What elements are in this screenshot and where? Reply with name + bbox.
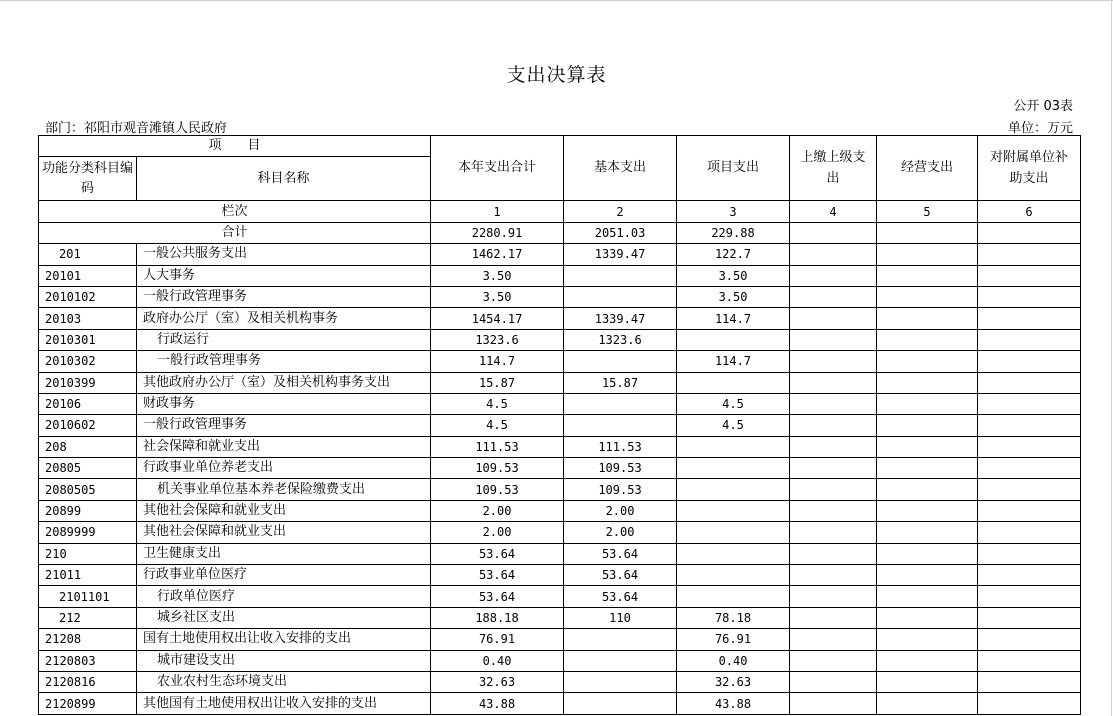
row-subsidy bbox=[978, 479, 1081, 500]
sum-label: 合计 bbox=[39, 222, 431, 243]
row-project bbox=[677, 565, 790, 586]
row-business bbox=[877, 671, 978, 692]
table-row bbox=[39, 565, 1081, 586]
row-total: 32.63 bbox=[431, 671, 564, 692]
table-row bbox=[39, 286, 1081, 307]
table-row bbox=[39, 265, 1081, 286]
row-basic bbox=[564, 286, 677, 307]
row-name: 其他政府办公厅（室）及相关机构事务支出 bbox=[137, 372, 431, 393]
row-total: 0.40 bbox=[431, 650, 564, 671]
row-project bbox=[677, 586, 790, 607]
col-number: 4 bbox=[790, 201, 877, 222]
table-row bbox=[39, 671, 1081, 692]
col-number: 5 bbox=[877, 201, 978, 222]
row-upper bbox=[790, 372, 877, 393]
row-name: 政府办公厅（室）及相关机构事务 bbox=[137, 308, 431, 329]
row-project bbox=[677, 500, 790, 521]
row-total: 109.53 bbox=[431, 479, 564, 500]
row-total: 3.50 bbox=[431, 265, 564, 286]
row-name: 其他社会保障和就业支出 bbox=[137, 500, 431, 521]
table-row bbox=[39, 244, 1081, 265]
table-row bbox=[39, 693, 1081, 714]
row-project bbox=[677, 372, 790, 393]
row-upper bbox=[790, 286, 877, 307]
row-name: 其他国有土地使用权出让收入安排的支出 bbox=[137, 693, 431, 714]
row-code: 2120816 bbox=[39, 671, 137, 692]
row-code: 2010102 bbox=[39, 286, 137, 307]
header-row-1 bbox=[39, 136, 1081, 157]
row-basic: 110 bbox=[564, 607, 677, 628]
row-basic bbox=[564, 265, 677, 286]
row-upper bbox=[790, 479, 877, 500]
row-basic: 53.64 bbox=[564, 565, 677, 586]
row-project: 0.40 bbox=[677, 650, 790, 671]
project-header: 项目支出 bbox=[677, 136, 790, 201]
row-upper bbox=[790, 436, 877, 457]
row-business bbox=[877, 415, 978, 436]
row-business bbox=[877, 607, 978, 628]
row-subsidy bbox=[978, 372, 1081, 393]
row-business bbox=[877, 351, 978, 372]
row-code: 21208 bbox=[39, 629, 137, 650]
row-subsidy bbox=[978, 458, 1081, 479]
row-business bbox=[877, 629, 978, 650]
row-total: 1323.6 bbox=[431, 329, 564, 350]
row-project bbox=[677, 436, 790, 457]
row-project bbox=[677, 543, 790, 564]
subsidy-header: 对附属单位补助支出 bbox=[978, 136, 1081, 201]
row-code: 208 bbox=[39, 436, 137, 457]
table-row bbox=[39, 458, 1081, 479]
row-name: 一般行政管理事务 bbox=[137, 351, 431, 372]
row-business bbox=[877, 458, 978, 479]
row-subsidy bbox=[978, 436, 1081, 457]
row-upper bbox=[790, 458, 877, 479]
row-total: 188.18 bbox=[431, 607, 564, 628]
row-total: 53.64 bbox=[431, 565, 564, 586]
row-total: 109.53 bbox=[431, 458, 564, 479]
row-basic bbox=[564, 693, 677, 714]
row-upper bbox=[790, 500, 877, 521]
row-name: 人大事务 bbox=[137, 265, 431, 286]
table-row bbox=[39, 650, 1081, 671]
row-name: 一般公共服务支出 bbox=[137, 244, 431, 265]
row-subsidy bbox=[978, 693, 1081, 714]
row-subsidy bbox=[978, 500, 1081, 521]
row-project: 76.91 bbox=[677, 629, 790, 650]
sum-basic: 2051.03 bbox=[564, 222, 677, 243]
row-project bbox=[677, 458, 790, 479]
row-business bbox=[877, 693, 978, 714]
row-subsidy bbox=[978, 393, 1081, 414]
window-top-border bbox=[0, 0, 1113, 1]
row-business bbox=[877, 436, 978, 457]
row-code: 2010301 bbox=[39, 329, 137, 350]
row-basic: 2.00 bbox=[564, 522, 677, 543]
row-code: 212 bbox=[39, 607, 137, 628]
row-business bbox=[877, 522, 978, 543]
row-subsidy bbox=[978, 671, 1081, 692]
row-basic bbox=[564, 650, 677, 671]
row-upper bbox=[790, 329, 877, 350]
table-row bbox=[39, 522, 1081, 543]
row-name: 国有土地使用权出让收入安排的支出 bbox=[137, 629, 431, 650]
row-code: 2101101 bbox=[39, 586, 137, 607]
row-total: 4.5 bbox=[431, 393, 564, 414]
row-basic bbox=[564, 415, 677, 436]
sum-project: 229.88 bbox=[677, 222, 790, 243]
row-project: 78.18 bbox=[677, 607, 790, 628]
row-code: 20106 bbox=[39, 393, 137, 414]
row-upper bbox=[790, 415, 877, 436]
sum-total: 2280.91 bbox=[431, 222, 564, 243]
row-code: 2089999 bbox=[39, 522, 137, 543]
row-code: 201 bbox=[39, 244, 137, 265]
row-name: 其他社会保障和就业支出 bbox=[137, 522, 431, 543]
row-basic: 1339.47 bbox=[564, 308, 677, 329]
row-business bbox=[877, 286, 978, 307]
row-upper bbox=[790, 543, 877, 564]
row-project: 32.63 bbox=[677, 671, 790, 692]
table-row bbox=[39, 329, 1081, 350]
upper-header: 上缴上级支出 bbox=[790, 136, 877, 201]
row-basic: 1339.47 bbox=[564, 244, 677, 265]
row-code: 20899 bbox=[39, 500, 137, 521]
row-business bbox=[877, 500, 978, 521]
col-number: 2 bbox=[564, 201, 677, 222]
row-subsidy bbox=[978, 565, 1081, 586]
row-total: 1462.17 bbox=[431, 244, 564, 265]
row-project bbox=[677, 329, 790, 350]
row-basic: 53.64 bbox=[564, 543, 677, 564]
row-business bbox=[877, 543, 978, 564]
total-header: 本年支出合计 bbox=[431, 136, 564, 201]
row-total: 111.53 bbox=[431, 436, 564, 457]
window-right-border bbox=[1111, 0, 1112, 716]
expenditure-table bbox=[38, 135, 1081, 715]
row-business bbox=[877, 265, 978, 286]
row-subsidy bbox=[978, 586, 1081, 607]
row-upper bbox=[790, 522, 877, 543]
row-code: 21011 bbox=[39, 565, 137, 586]
row-code: 20101 bbox=[39, 265, 137, 286]
table-row bbox=[39, 372, 1081, 393]
row-project bbox=[677, 522, 790, 543]
row-basic bbox=[564, 351, 677, 372]
row-upper bbox=[790, 308, 877, 329]
row-name: 城市建设支出 bbox=[137, 650, 431, 671]
row-subsidy bbox=[978, 351, 1081, 372]
row-project: 3.50 bbox=[677, 265, 790, 286]
row-subsidy bbox=[978, 265, 1081, 286]
row-subsidy bbox=[978, 543, 1081, 564]
row-name: 一般行政管理事务 bbox=[137, 286, 431, 307]
table-row bbox=[39, 629, 1081, 650]
row-name: 行政事业单位医疗 bbox=[137, 565, 431, 586]
row-basic: 111.53 bbox=[564, 436, 677, 457]
sum-subsidy bbox=[978, 222, 1081, 243]
col-number: 6 bbox=[978, 201, 1081, 222]
row-total: 43.88 bbox=[431, 693, 564, 714]
row-basic: 1323.6 bbox=[564, 329, 677, 350]
row-total: 53.64 bbox=[431, 543, 564, 564]
row-upper bbox=[790, 629, 877, 650]
row-project: 4.5 bbox=[677, 415, 790, 436]
row-basic: 109.53 bbox=[564, 458, 677, 479]
col-number: 1 bbox=[431, 201, 564, 222]
row-total: 1454.17 bbox=[431, 308, 564, 329]
row-upper bbox=[790, 650, 877, 671]
row-project: 43.88 bbox=[677, 693, 790, 714]
func-code-header: 功能分类科目编码 bbox=[39, 157, 137, 201]
sum-row bbox=[39, 222, 1081, 243]
row-subsidy bbox=[978, 629, 1081, 650]
row-basic bbox=[564, 629, 677, 650]
row-code: 2010602 bbox=[39, 415, 137, 436]
row-business bbox=[877, 586, 978, 607]
table-row bbox=[39, 586, 1081, 607]
row-subsidy bbox=[978, 244, 1081, 265]
row-name: 社会保障和就业支出 bbox=[137, 436, 431, 457]
row-business bbox=[877, 650, 978, 671]
row-business bbox=[877, 479, 978, 500]
table-row bbox=[39, 415, 1081, 436]
table-row bbox=[39, 500, 1081, 521]
unit-label: 单位：万元 bbox=[1007, 121, 1073, 136]
row-upper bbox=[790, 265, 877, 286]
sum-business bbox=[877, 222, 978, 243]
table-row bbox=[39, 308, 1081, 329]
row-code: 2120899 bbox=[39, 693, 137, 714]
row-upper bbox=[790, 351, 877, 372]
row-code: 2010399 bbox=[39, 372, 137, 393]
row-upper bbox=[790, 693, 877, 714]
row-total: 114.7 bbox=[431, 351, 564, 372]
row-business bbox=[877, 565, 978, 586]
row-subsidy bbox=[978, 308, 1081, 329]
row-business bbox=[877, 329, 978, 350]
row-code: 20103 bbox=[39, 308, 137, 329]
page-title: 支出决算表 bbox=[506, 64, 607, 86]
row-name: 一般行政管理事务 bbox=[137, 415, 431, 436]
row-name: 行政单位医疗 bbox=[137, 586, 431, 607]
row-project: 114.7 bbox=[677, 351, 790, 372]
row-project bbox=[677, 479, 790, 500]
sum-upper bbox=[790, 222, 877, 243]
basic-header: 基本支出 bbox=[564, 136, 677, 201]
row-code: 2080505 bbox=[39, 479, 137, 500]
row-business bbox=[877, 372, 978, 393]
row-project: 4.5 bbox=[677, 393, 790, 414]
row-total: 2.00 bbox=[431, 500, 564, 521]
row-subsidy bbox=[978, 522, 1081, 543]
row-basic bbox=[564, 393, 677, 414]
row-upper bbox=[790, 565, 877, 586]
row-business bbox=[877, 308, 978, 329]
row-total: 2.00 bbox=[431, 522, 564, 543]
row-name: 农业农村生态环境支出 bbox=[137, 671, 431, 692]
business-header: 经营支出 bbox=[877, 136, 978, 201]
row-upper bbox=[790, 607, 877, 628]
form-number: 公开 03表 bbox=[1013, 99, 1073, 114]
department-label: 部门：祁阳市观音滩镇人民政府 bbox=[45, 121, 228, 136]
table-row bbox=[39, 607, 1081, 628]
row-subsidy bbox=[978, 329, 1081, 350]
row-basic: 15.87 bbox=[564, 372, 677, 393]
row-name: 财政事务 bbox=[137, 393, 431, 414]
table-row bbox=[39, 393, 1081, 414]
row-upper bbox=[790, 586, 877, 607]
item-header: 项 目 bbox=[39, 136, 431, 157]
row-subsidy bbox=[978, 415, 1081, 436]
row-basic: 109.53 bbox=[564, 479, 677, 500]
row-total: 3.50 bbox=[431, 286, 564, 307]
column-number-row bbox=[39, 201, 1081, 222]
row-total: 76.91 bbox=[431, 629, 564, 650]
row-name: 卫生健康支出 bbox=[137, 543, 431, 564]
row-basic: 53.64 bbox=[564, 586, 677, 607]
row-basic: 2.00 bbox=[564, 500, 677, 521]
row-name: 行政事业单位养老支出 bbox=[137, 458, 431, 479]
row-upper bbox=[790, 393, 877, 414]
row-code: 2120803 bbox=[39, 650, 137, 671]
row-subsidy bbox=[978, 607, 1081, 628]
row-basic bbox=[564, 671, 677, 692]
row-business bbox=[877, 393, 978, 414]
table-row bbox=[39, 436, 1081, 457]
row-code: 20805 bbox=[39, 458, 137, 479]
col-number: 3 bbox=[677, 201, 790, 222]
row-name: 机关事业单位基本养老保险缴费支出 bbox=[137, 479, 431, 500]
row-subsidy bbox=[978, 650, 1081, 671]
row-project: 114.7 bbox=[677, 308, 790, 329]
row-subsidy bbox=[978, 286, 1081, 307]
row-total: 15.87 bbox=[431, 372, 564, 393]
table-row bbox=[39, 543, 1081, 564]
row-business bbox=[877, 244, 978, 265]
row-code: 210 bbox=[39, 543, 137, 564]
row-project: 3.50 bbox=[677, 286, 790, 307]
row-code: 2010302 bbox=[39, 351, 137, 372]
row-name: 城乡社区支出 bbox=[137, 607, 431, 628]
subject-name-header: 科目名称 bbox=[137, 157, 431, 201]
table-row bbox=[39, 351, 1081, 372]
row-upper bbox=[790, 244, 877, 265]
column-label: 栏次 bbox=[39, 201, 431, 222]
table-row bbox=[39, 479, 1081, 500]
row-total: 53.64 bbox=[431, 586, 564, 607]
row-name: 行政运行 bbox=[137, 329, 431, 350]
row-project: 122.7 bbox=[677, 244, 790, 265]
row-total: 4.5 bbox=[431, 415, 564, 436]
row-upper bbox=[790, 671, 877, 692]
